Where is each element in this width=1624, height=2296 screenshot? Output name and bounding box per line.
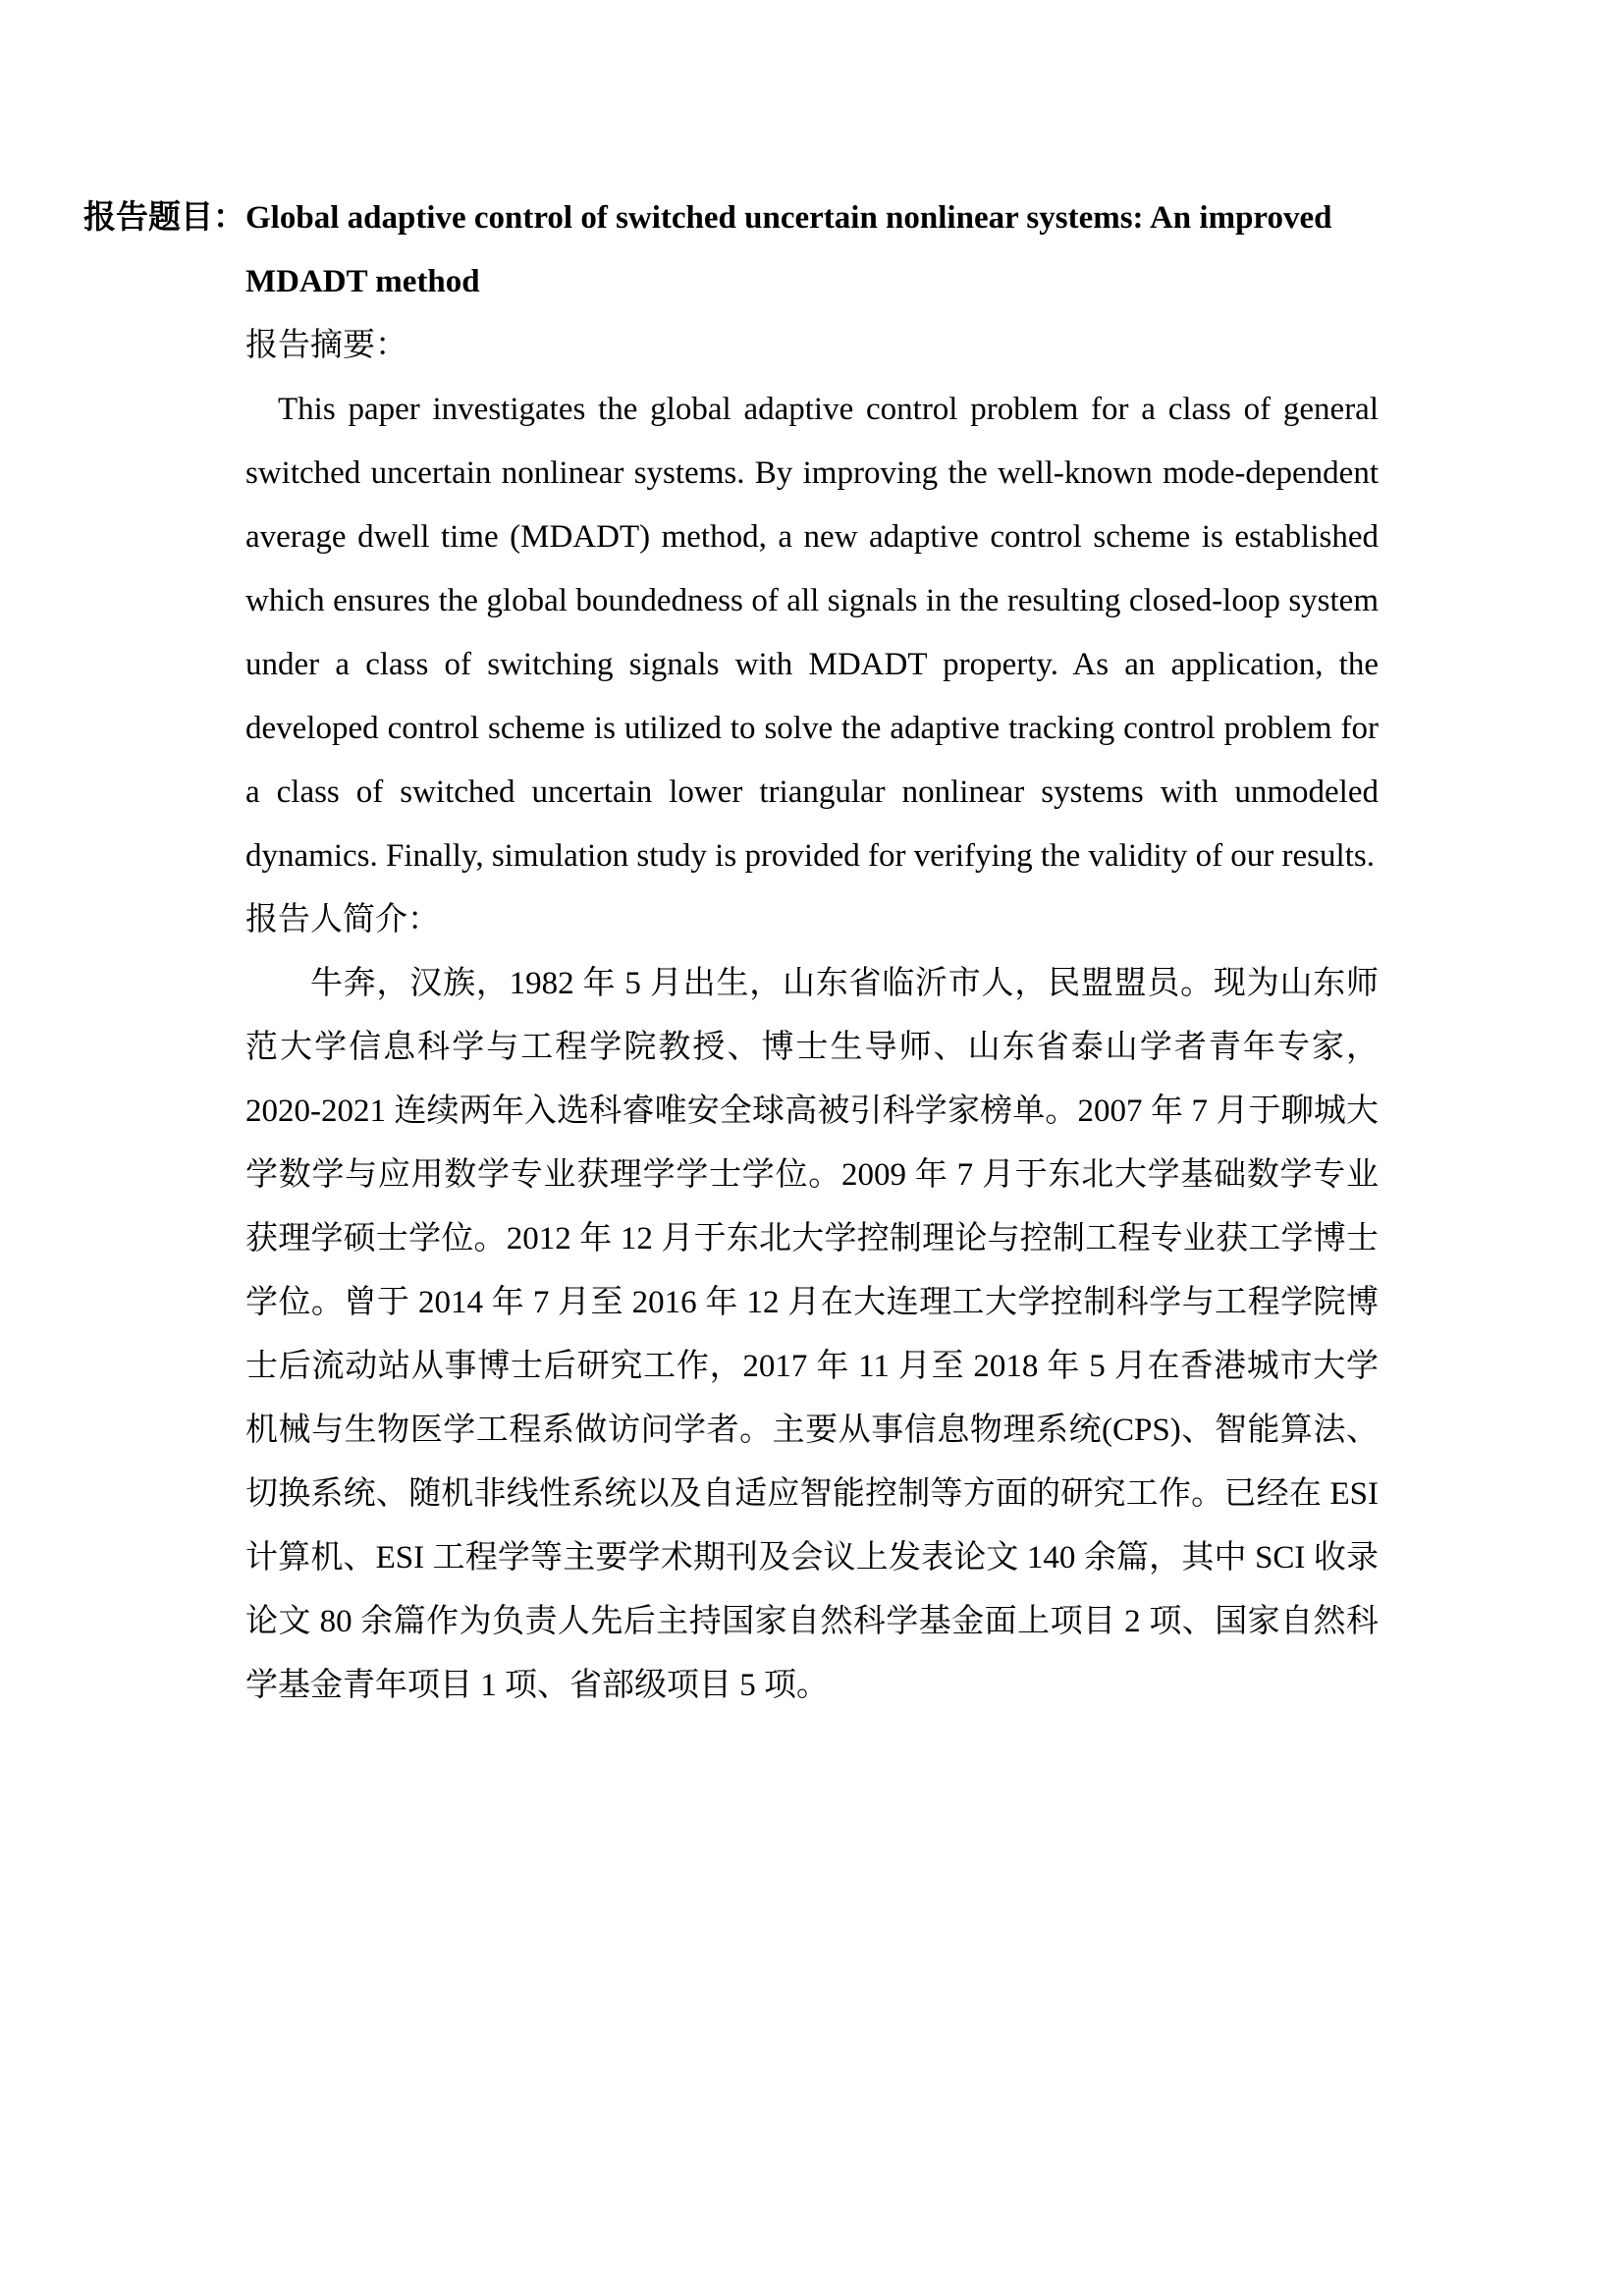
document-content <box>83 187 1379 1718</box>
report-title-line <box>83 187 1379 314</box>
speaker-bio-paragraph: 牛奔，汉族，1982 年 5 月出生，山东省临沂市人，民盟盟员。现为山东师范大学信息科学与工程学院教授、博士生导师、山东省泰山学者青年专家，2020-2021 连续两年入选科睿唯安全球高被引科学家榜单。2007 年 7 月于聊城大学数学与应用数学专业获理学学士学位。2009 年 7 月于东北大学基础数学专业获理学硕士学位。2012 年 12 月于东北大学控制理论与控制工程专业获工学博士学位。曾于 2014 年 7 月至 2016 年 12 月在大连理工大学控制科学与工程学院博士后流动站从事博士后研究工作，2017 年 11 月至 2018 年 5 月在香港城市大学机械与生物医学工程系做访问学者。主要从事信息物理系统(CPS)、智能算法、切换系统、随机非线性系统以及自适应智能控制等方面的研究工作。已经在 ESI 计算机、ESI 工程学等主要学术期刊及会议上发表论文 140 余篇，其中 SCI 收录论文 80 余篇作为负责人先后主持国家自然科学基金面上项目 2 项、国家自然科学基金青年项目 1 项、省部级项目 5 项。 <box>245 966 1379 1703</box>
speaker-bio-heading: 报告人简介： <box>245 902 440 937</box>
report-title-label: 报告题目： <box>83 200 245 236</box>
abstract-paragraph: This paper investigates the global adaptive control problem for a class of general switched uncertain nonlinear systems. By improving the well-known mode-dependent average dwell time (MDADT) method, a new adaptive control scheme is established which ensures the global boundedness of all signals in the resulting closed-loop system under a class of switching signals with MDADT property. As an application, the developed control scheme is utilized to solve the adaptive tracking control problem for a class of switched uncertain lower triangular nonlinear systems with unmodeled dynamics. Finally, simulation study is provided for verifying the validity of our results. <box>245 392 1379 874</box>
abstract-heading: 报告摘要： <box>245 328 407 363</box>
report-title-text: Global adaptive control of switched uncertain nonlinear systems: An improved MDADT method <box>245 200 1332 299</box>
